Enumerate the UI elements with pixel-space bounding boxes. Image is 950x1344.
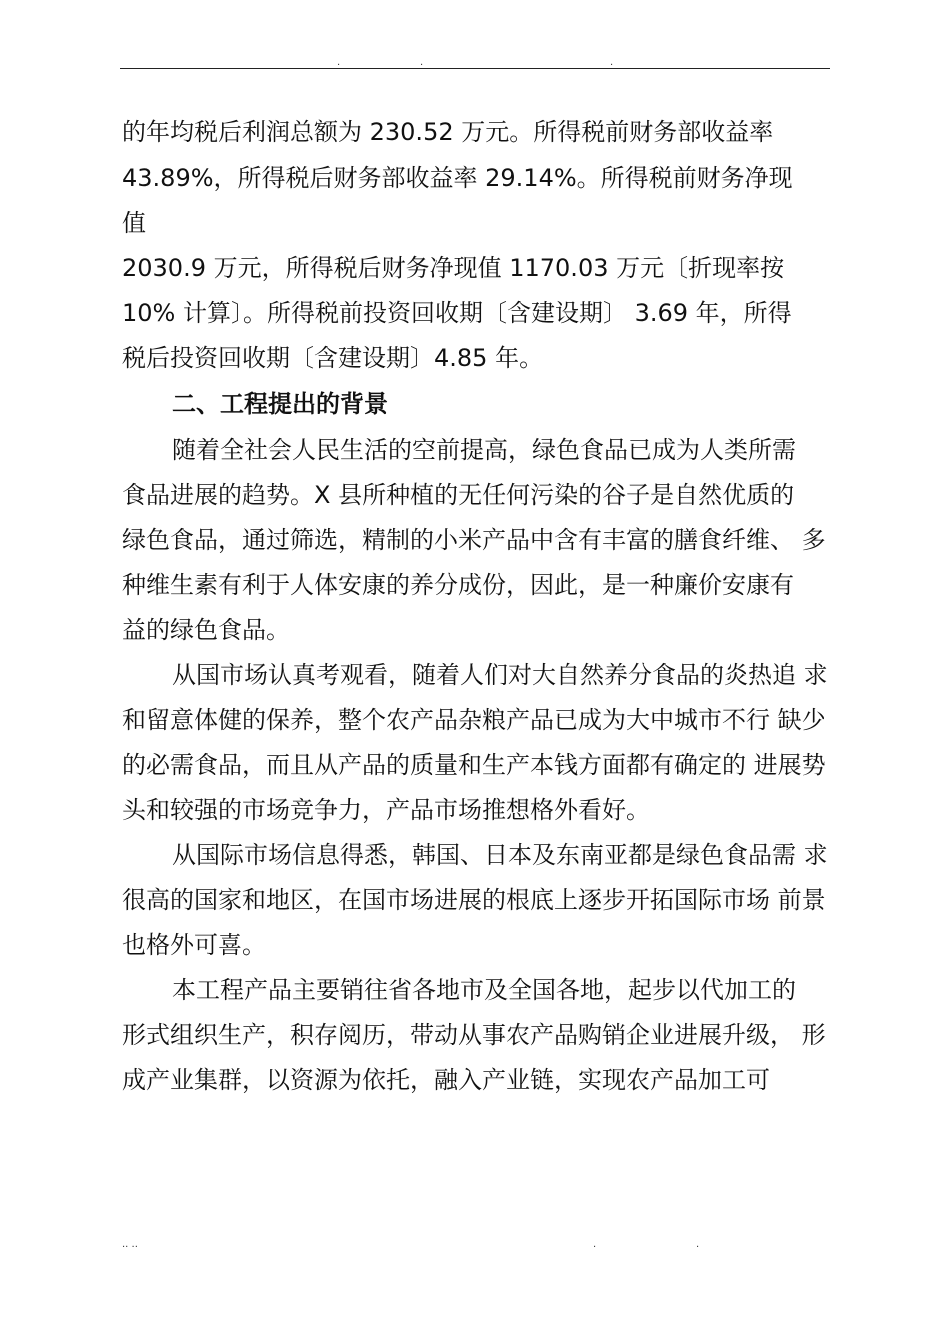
text-line: 益的绿色食品。 [122, 616, 290, 644]
text-line: 头和较强的市场竞争力，产品市场推想格外看好。 [122, 796, 650, 824]
text-line: 2030.9 万元，所得税后财务净现值 1170.03 万元〔折现率按 [122, 254, 785, 282]
section-heading: 二、工程提出的背景 [172, 390, 388, 418]
text-line: 43.89%，所得税后财务部收益率 29.14%。所得税前财务净现 [122, 164, 793, 192]
text-line: 的年均税后利润总额为 230.52 万元。所得税前财务部收益率 [122, 118, 774, 146]
header-mark: . [420, 57, 424, 68]
footer-mark: . [696, 1239, 700, 1250]
text-line: 税后投资回收期〔含建设期〕4.85 年。 [122, 344, 544, 372]
header-mark: . [337, 57, 341, 68]
text-line: 值 [122, 209, 146, 237]
text-line: 很高的国家和地区，在国市场进展的根底上逐步开拓国际市场 前景 [122, 886, 826, 914]
footer-mark: . [593, 1239, 597, 1250]
text-line: 成产业集群，以资源为依托，融入产业链，实现农产品加工可 [122, 1066, 770, 1094]
text-line: 种维生素有利于人体安康的养分成份，因此，是一种廉价安康有 [122, 571, 794, 599]
text-line: 的必需食品，而且从产品的质量和生产本钱方面都有确定的 进展势 [122, 751, 826, 779]
text-line: 从国市场认真考观看，随着人们对大自然养分食品的炎热追 求 [172, 661, 828, 689]
header-mark: . [610, 57, 614, 68]
header-rule [120, 68, 830, 69]
text-line: 10% 计算〕。所得税前投资回收期〔含建设期〕 3.69 年，所得 [122, 299, 792, 327]
text-line: 随着全社会人民生活的空前提高，绿色食品已成为人类所需 [172, 436, 796, 464]
text-line: 食品进展的趋势。X 县所种植的无任何污染的谷子是自然优质的 [122, 481, 795, 509]
footer-mark: .. .. [122, 1239, 138, 1250]
text-line: 本工程产品主要销往省各地市及全国各地，起步以代加工的 [172, 976, 796, 1004]
text-line: 和留意体健的保养，整个农产品杂粮产品已成为大中城市不行 缺少 [122, 706, 826, 734]
text-line: 形式组织生产，积存阅历，带动从事农产品购销企业进展升级， 形 [122, 1021, 826, 1049]
text-line: 也格外可喜。 [122, 931, 266, 959]
text-line: 绿色食品，通过筛选，精制的小米产品中含有丰富的膳食纤维、 多 [122, 526, 826, 554]
text-line: 从国际市场信息得悉，韩国、日本及东南亚都是绿色食品需 求 [172, 841, 828, 869]
